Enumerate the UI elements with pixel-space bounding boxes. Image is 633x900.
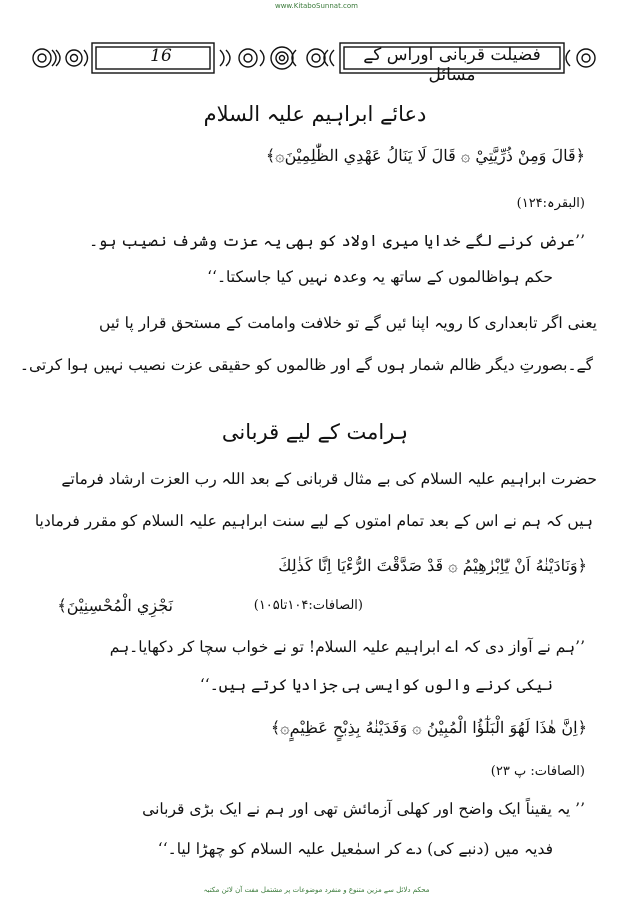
quran-verse: ﴿قَالَ وَمِنْ ذُرِّيَّتِيْ ۞ قَالَ لَا يَنَالُ عَهْدِي الظّٰلِمِيْنَ۞﴾ [265,146,585,165]
quran-verse: نَجْزِي الْمُحْسِنِيْنَ﴾ [57,596,173,615]
book-title: فضیلت قربانی اوراس کے مسائل [363,45,541,85]
verse-reference: (الصافات: پ ۲۳) [490,764,585,779]
section-heading-qurbani: ہرامت کے لیے قربانی [221,420,409,444]
quran-verse: ﴿وَنَادَيْنٰهُ اَنْ يّٰاِبْرٰهِيْمُ ۞ قَدْ صَدَّقْتَ الرُّءْيَا اِنَّا كَذٰلِكَ [278,556,587,575]
section-heading-dua: دعائے ابراہیم علیہ السلام [203,102,427,126]
translation-line: نیکی کرنے والوں کوایسی ہی جزادیا کرتے ہیں۔‘‘ [199,676,553,694]
commentary-line: یعنی اگر تابعداری کا رویہ اپنا ئیں گے تو خلافت وامامت کے مستحق قرار پا ئیں [98,314,597,332]
intro-line: ہیں کہ ہم نے اس کے بعد تمام امتوں کے لیے سنت ابراہیم علیہ السلام کو مقرر فرمادیا [34,512,593,530]
page-header [30,38,598,85]
page-number: 16 [150,46,172,66]
footer-watermark: محکم دلائل سے مزین متنوع و منفرد موضوعات پر مشتمل مفت آن لائن مکتبہ [203,886,430,894]
translation-line: ’’عرض کرنے لگے خدایا میری اولاد کو بھی یہ عزت وشرف نصیب ہو۔ [89,232,585,250]
verse-reference: (البقرہ:۱۲۴) [516,196,585,211]
commentary-line: گے۔بصورتِ دیگر ظالم شمار ہوں گے اور ظالموں کو حقیقی عزت نصیب نہیں ہوا کرتی۔ [19,356,593,374]
source-watermark-link: www.KitaboSunnat.com [274,2,358,10]
intro-line: حضرت ابراہیم علیہ السلام کی بے مثال قربانی کے بعد اللہ رب العزت ارشاد فرماتے [61,470,597,488]
translation-line: ’’ یہ یقیناً ایک واضح اور کھلی آزمائش تھی اور ہم نے ایک بڑی قربانی [142,800,585,818]
quran-verse: ﴿اِنَّ هٰذَا لَهُوَ الْبَلٰٓؤُا الْمُبِيْنُ ۞ وَفَدَيْنٰهُ بِذِبْحٍ عَظِيْمٍ۞﴾ [270,718,587,737]
verse-reference: (الصافات:۱۰۴تا۱۰۵) [253,598,363,613]
translation-line: فدیہ میں (دنبے کی) دے کر اسمٰعیل علیہ السلام کو چھڑا لیا۔‘‘ [157,840,553,858]
translation-line: حکم ہواظالموں کے ساتھ یہ وعدہ نہیں کیا جاسکتا۔‘‘ [207,268,553,286]
translation-line: ’’ہم نے آواز دی کہ اے ابراہیم علیہ السلام! تو نے خواب سچا کر دکھایا۔ہم [109,638,585,656]
